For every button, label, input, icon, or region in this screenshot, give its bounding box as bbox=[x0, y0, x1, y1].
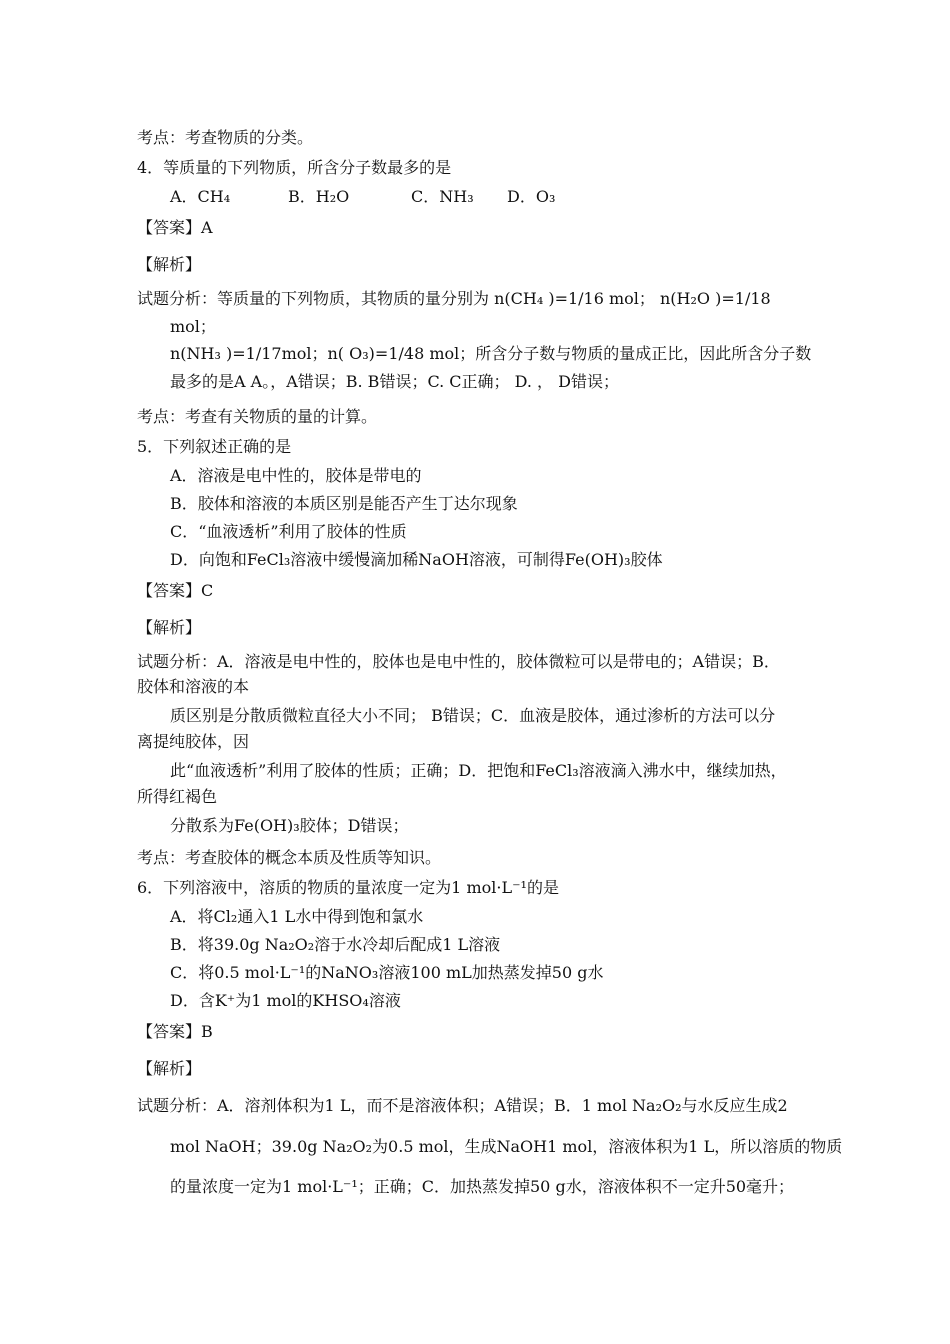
analysis-text: 试题分析：A．溶剂体积为1 L，而不是溶液体积；A错误；B．1 mol Na₂O₂与水反应生成2 bbox=[137, 1096, 788, 1115]
option-b: B．胶体和溶液的本质区别是能否产生丁达尔现象 bbox=[170, 494, 518, 513]
analysis-text: 此“血液透析”利用了胶体的性质；正确；D．把饱和FeCl₃溶液滴入沸水中，继续加热， bbox=[170, 761, 787, 780]
analysis-text: 离提纯胶体，因 bbox=[137, 732, 250, 751]
option-a: A．将Cl₂通入1 L水中得到饱和氯水 bbox=[170, 907, 424, 926]
analysis-text: mol； bbox=[170, 317, 216, 336]
analysis-label: 【解析】 bbox=[137, 618, 202, 637]
option-c: C．NH₃ bbox=[411, 187, 474, 206]
option-a: A．溶液是电中性的，胶体是带电的 bbox=[170, 466, 422, 485]
option-d: D．O₃ bbox=[507, 187, 556, 206]
analysis-text: 质区别是分散质微粒直径大小不同； B错误；C．血液是胶体，通过渗析的方法可以分 bbox=[170, 706, 776, 725]
option-c: C．将0.5 mol·L⁻¹的NaNO₃溶液100 mL加热蒸发掉50 g水 bbox=[170, 963, 604, 982]
kaodian-line: 考点：考查胶体的概念本质及性质等知识。 bbox=[137, 848, 442, 867]
analysis-text: 胶体和溶液的本 bbox=[137, 677, 250, 696]
option-a: A．CH₄ bbox=[170, 187, 231, 206]
analysis-text: mol NaOH；39.0g Na₂O₂为0.5 mol，生成NaOH1 mol，溶液体积为1 L，所以溶质的物质 bbox=[170, 1137, 843, 1156]
analysis-text: n(NH₃ )=1/17mol；n( O₃)=1/48 mol；所含分子数与物质的量成正比，因此所含分子数 bbox=[170, 344, 812, 363]
analysis-text: 的量浓度一定为1 mol·L⁻¹；正确；C．加热蒸发掉50 g水，溶液体积不一定升50毫升； bbox=[170, 1177, 795, 1196]
question-4-options bbox=[170, 186, 555, 208]
option-c: C．“血液透析”利用了胶体的性质 bbox=[170, 522, 407, 541]
question-4-stem: 4．等质量的下列物质，所含分子数最多的是 bbox=[137, 158, 452, 177]
kaodian-line: 考点：考查有关物质的量的计算。 bbox=[137, 407, 378, 426]
option-d: D．含K⁺为1 mol的KHSO₄溶液 bbox=[170, 991, 401, 1010]
answer-label: 【答案】B bbox=[137, 1022, 213, 1041]
analysis-text: 分散系为Fe(OH)₃胶体；D错误； bbox=[170, 816, 409, 835]
answer-label: 【答案】C bbox=[137, 581, 214, 600]
question-5-stem: 5．下列叙述正确的是 bbox=[137, 437, 292, 456]
analysis-text: 最多的是A A。，A错误；B. B错误；C. C正确； D. ， D错误； bbox=[170, 372, 619, 391]
analysis-text: 试题分析：等质量的下列物质，其物质的量分别为 n(CH₄ )=1/16 mol； n(H₂O )=1/18 bbox=[137, 289, 771, 308]
answer-label: 【答案】A bbox=[137, 218, 213, 237]
question-6-stem: 6．下列溶液中，溶质的物质的量浓度一定为1 mol·L⁻¹的是 bbox=[137, 878, 559, 897]
analysis-text: 试题分析：A．溶液是电中性的，胶体也是电中性的，胶体微粒可以是带电的；A错误；B． bbox=[137, 652, 780, 671]
option-b: B．将39.0g Na₂O₂溶于水冷却后配成1 L溶液 bbox=[170, 935, 501, 954]
analysis-label: 【解析】 bbox=[137, 255, 202, 274]
analysis-text: 所得红褐色 bbox=[137, 787, 218, 806]
option-d: D．向饱和FeCl₃溶液中缓慢滴加稀NaOH溶液，可制得Fe(OH)₃胶体 bbox=[170, 550, 663, 569]
kaodian-line: 考点：考查物质的分类。 bbox=[137, 128, 314, 147]
analysis-label: 【解析】 bbox=[137, 1059, 202, 1078]
option-b: B．H₂O bbox=[288, 187, 350, 206]
